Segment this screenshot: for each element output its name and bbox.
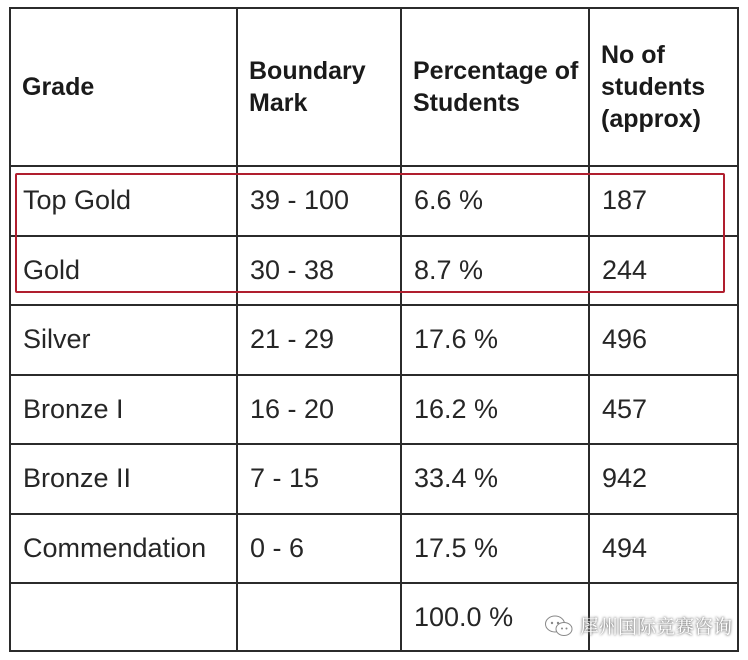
cell-grade: Silver — [10, 305, 237, 375]
watermark-text: 犀州国际竞赛咨询 — [580, 616, 733, 638]
header-percentage: Percentage of Students — [401, 8, 589, 166]
cell-percentage: 6.6 % — [401, 166, 589, 236]
cell-percentage: 33.4 % — [401, 444, 589, 514]
header-boundary-mark: Boundary Mark — [237, 8, 401, 166]
table-row — [10, 444, 738, 514]
grade-table — [9, 7, 739, 652]
cell-grade: Commendation — [10, 514, 237, 584]
cell-students: 942 — [589, 444, 738, 514]
cell-students: 494 — [589, 514, 738, 584]
cell-boundary: 7 - 15 — [237, 444, 401, 514]
table-row — [10, 236, 738, 306]
cell-boundary: 0 - 6 — [237, 514, 401, 584]
cell-students: 496 — [589, 305, 738, 375]
total-cell-percentage: 100.0 % — [401, 583, 589, 651]
cell-grade: Gold — [10, 236, 237, 306]
cell-percentage: 8.7 % — [401, 236, 589, 306]
wechat-icon — [544, 614, 574, 638]
cell-boundary: 30 - 38 — [237, 236, 401, 306]
cell-percentage: 17.5 % — [401, 514, 589, 584]
table-row — [10, 166, 738, 236]
cell-boundary: 21 - 29 — [237, 305, 401, 375]
cell-grade: Top Gold — [10, 166, 237, 236]
table-row — [10, 375, 738, 445]
watermark — [544, 612, 732, 639]
cell-students: 187 — [589, 166, 738, 236]
cell-students: 244 — [589, 236, 738, 306]
cell-grade: Bronze II — [10, 444, 237, 514]
cell-boundary: 16 - 20 — [237, 375, 401, 445]
total-cell-boundary — [237, 583, 401, 651]
table-row — [10, 305, 738, 375]
total-cell-grade — [10, 583, 237, 651]
cell-students: 457 — [589, 375, 738, 445]
header-row — [10, 8, 738, 166]
cell-percentage: 17.6 % — [401, 305, 589, 375]
cell-percentage: 16.2 % — [401, 375, 589, 445]
header-no-of-students: No of students (approx) — [589, 8, 738, 166]
table-row — [10, 514, 738, 584]
header-grade: Grade — [10, 8, 237, 166]
cell-grade: Bronze I — [10, 375, 237, 445]
cell-boundary: 39 - 100 — [237, 166, 401, 236]
